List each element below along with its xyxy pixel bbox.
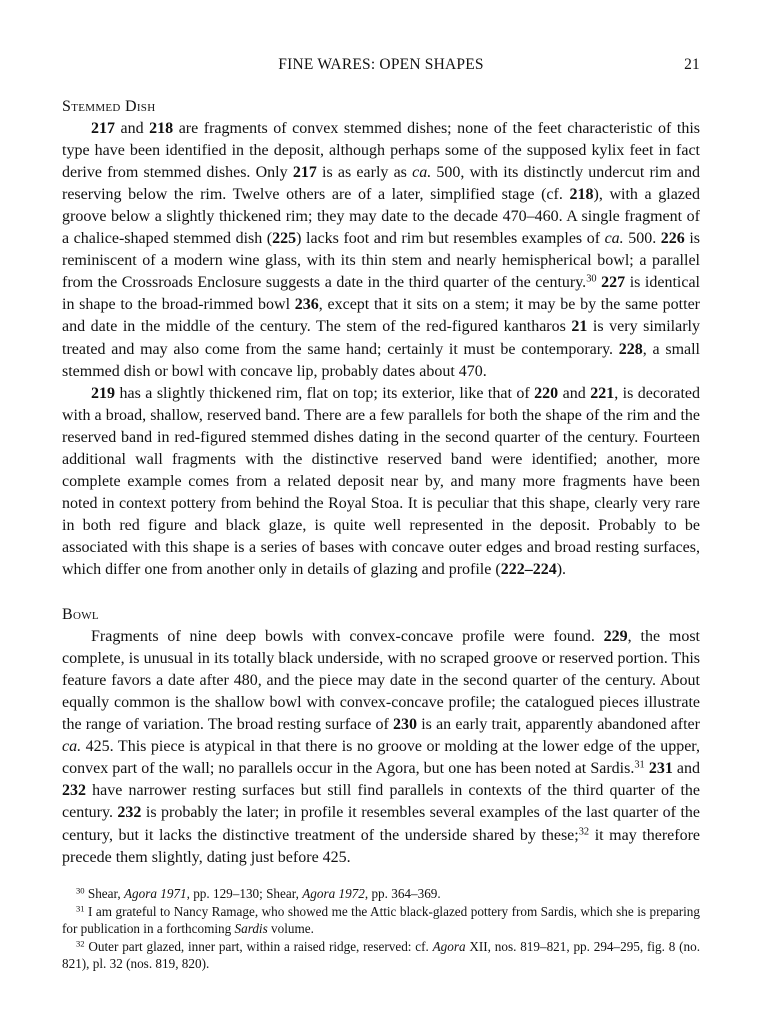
text-run: , the most complete, is unusual in its totally black underside, with no scraped groove or reserved portion. This feature favors a date after 480, and the piece may date in the second quarter of the century. About equally common is the shallow bowl with convex-concave profile; the catalogued pieces illustrate the range of variation. The broad resting surface of [62, 628, 700, 734]
italic-text: Sardis [234, 921, 268, 937]
italic-text: ca. [412, 164, 432, 182]
italic-text: Agora [432, 938, 466, 954]
footnotes [62, 885, 700, 973]
catalogue-number: 222–224 [500, 560, 557, 578]
catalogue-number: 232 [62, 782, 86, 800]
text-run: is reminiscent of a modern wine glass, with its thin stem and nearly hemispherical bowl; a parallel from the Crossroads Enclosure suggests a date in the third quarter of the century. [62, 230, 701, 292]
catalogue-number: 21 [571, 318, 588, 336]
catalogue-number: 227 [601, 274, 626, 292]
footnote-32 [62, 938, 700, 973]
footnote-marker: 30 [76, 885, 85, 896]
text-run: and [558, 384, 591, 402]
italic-text: Agora 1972 [302, 886, 365, 901]
catalogue-number: 229 [603, 628, 628, 646]
italic-text: ca. [62, 738, 82, 756]
text-run: ), with a glazed groove below a slightly thickened rim; they may date to the decade 470–460. A single fragment of a chalice-shaped stemmed dish ( [62, 186, 701, 248]
paragraph-stemmed-dish-1 [62, 118, 700, 383]
text-run: , except that it sits on a stem; it may be by the same potter and date in the middle of the century. The stem of the red-figured kantharos [62, 296, 700, 336]
footnote-marker: 30 [586, 273, 597, 285]
text-run: volume. [267, 921, 314, 937]
text-run: I am grateful to Nancy Ramage, who showed me the Attic black-glazed pottery from Sardis, which she is preparing for publication in a forthcoming [62, 903, 700, 937]
italic-text: Agora 1971 [123, 886, 187, 901]
catalogue-number: 226 [660, 230, 685, 248]
footnote-marker: 32 [76, 938, 85, 949]
paragraph-stemmed-dish-2 [62, 383, 700, 581]
text-run: is an early trait, apparently abandoned after [417, 716, 700, 734]
footnote-31 [62, 903, 700, 938]
text-run: have narrower resting surfaces but still find parallels in contexts of the third quarter of the century. [62, 782, 700, 822]
text-run: , a small stemmed dish or bowl with concave lip, probably dates about 470. [62, 340, 701, 380]
text-run: and [672, 760, 701, 778]
text-run: 425. This piece is atypical in that there is no groove or molding at the lower edge of the upper, convex part of the wall; no parallels occur in the Agora, but one has been noted at Sardis. [62, 738, 700, 778]
footnote-marker: 31 [76, 902, 85, 913]
catalogue-number: 217 [292, 164, 317, 182]
text-run: it may therefore precede them slightly, dating just before 425. [62, 826, 701, 866]
text-run: has a slightly thickened rim, flat on top; its exterior, like that of [115, 384, 535, 402]
catalogue-number: 232 [117, 804, 142, 822]
catalogue-number: 236 [294, 296, 319, 314]
paragraph-bowl-1 [62, 626, 700, 869]
section-heading-bowl: Bowl [62, 606, 99, 624]
catalogue-number: 225 [272, 230, 297, 248]
catalogue-number: 228 [618, 340, 643, 358]
text-run: and [115, 120, 150, 138]
text-run: is identical in shape to the broad-rimmed bowl [62, 274, 700, 314]
catalogue-number: 231 [648, 760, 673, 778]
catalogue-number: 219 [91, 384, 115, 402]
main-text [62, 96, 700, 869]
text-run: is probably the later; in profile it resembles several examples of the last quarter of the century, but it lacks the distinctive treatment of the underside shared by these; [62, 804, 701, 844]
italic-text: ca. [604, 230, 624, 248]
catalogue-number: 220 [534, 384, 559, 402]
catalogue-number: 221 [590, 384, 615, 402]
page-number: 21 [684, 56, 700, 73]
footnote-30 [62, 885, 700, 903]
text-run: is as early as [316, 164, 413, 182]
catalogue-number: 218 [569, 186, 594, 204]
footnote-marker: 31 [634, 759, 645, 771]
text-run: 500. [623, 230, 661, 248]
text-run: Shear, [84, 886, 124, 901]
text-run: , is decorated with a broad, shallow, reserved band. There are a few parallels for both the shape of the rim and the reserved band in red-figured stemmed dishes dating in the second quarter of the century. Fourteen additional wall fragments with the distinctive reserved band were identified; another, more complete example comes from a related deposit near by, and many more fragments have been noted in context pottery from behind the Royal Stoa. It is peculiar that this shape, clearly very rare in both red figure and black glaze, is quite well represented in the deposit. Probably to be associated with this shape is a series of bases with concave outer edges and broad resting surfaces, which differ one from another only in details of glazing and profile ( [62, 384, 700, 578]
footnote-marker: 32 [578, 825, 590, 837]
text-run: XII, nos. 819–821, pp. 294–295, fig. 8 (no. 821), pl. 32 (nos. 819, 820). [62, 938, 700, 972]
text-run: , pp. 129–130; Shear, [186, 886, 303, 901]
section-heading-stemmed-dish: Stemmed Dish [62, 98, 156, 115]
catalogue-number: 230 [393, 716, 418, 734]
text-run: are fragments of convex stemmed dishes; none of the feet characteristic of this type have been identified in the deposit, although perhaps some of the supposed kylix feet in fact derive from stemmed dishes. Only [62, 120, 700, 182]
text-run: 500, with its distinctly undercut rim and reserving below the rim. Twelve others are of a later, simplified stage (cf. [62, 164, 700, 204]
text-run: , pp. 364–369. [364, 886, 441, 901]
text-run: ). [556, 560, 567, 578]
catalogue-number: 218 [149, 120, 174, 138]
text-run: is very similarly treated and may also come from the same hand; certainly it must be contemporary. [62, 318, 700, 358]
running-title: FINE WARES: OPEN SHAPES [278, 56, 484, 73]
text-run: Fragments of nine deep bowls with convex-concave profile were found. [91, 628, 604, 646]
running-head [62, 56, 700, 78]
text-run: ) lacks foot and rim but resembles examples of [296, 230, 605, 248]
catalogue-number: 217 [91, 120, 115, 138]
text-run: Outer part glazed, inner part, within a raised ridge, reserved: cf. [84, 938, 433, 954]
